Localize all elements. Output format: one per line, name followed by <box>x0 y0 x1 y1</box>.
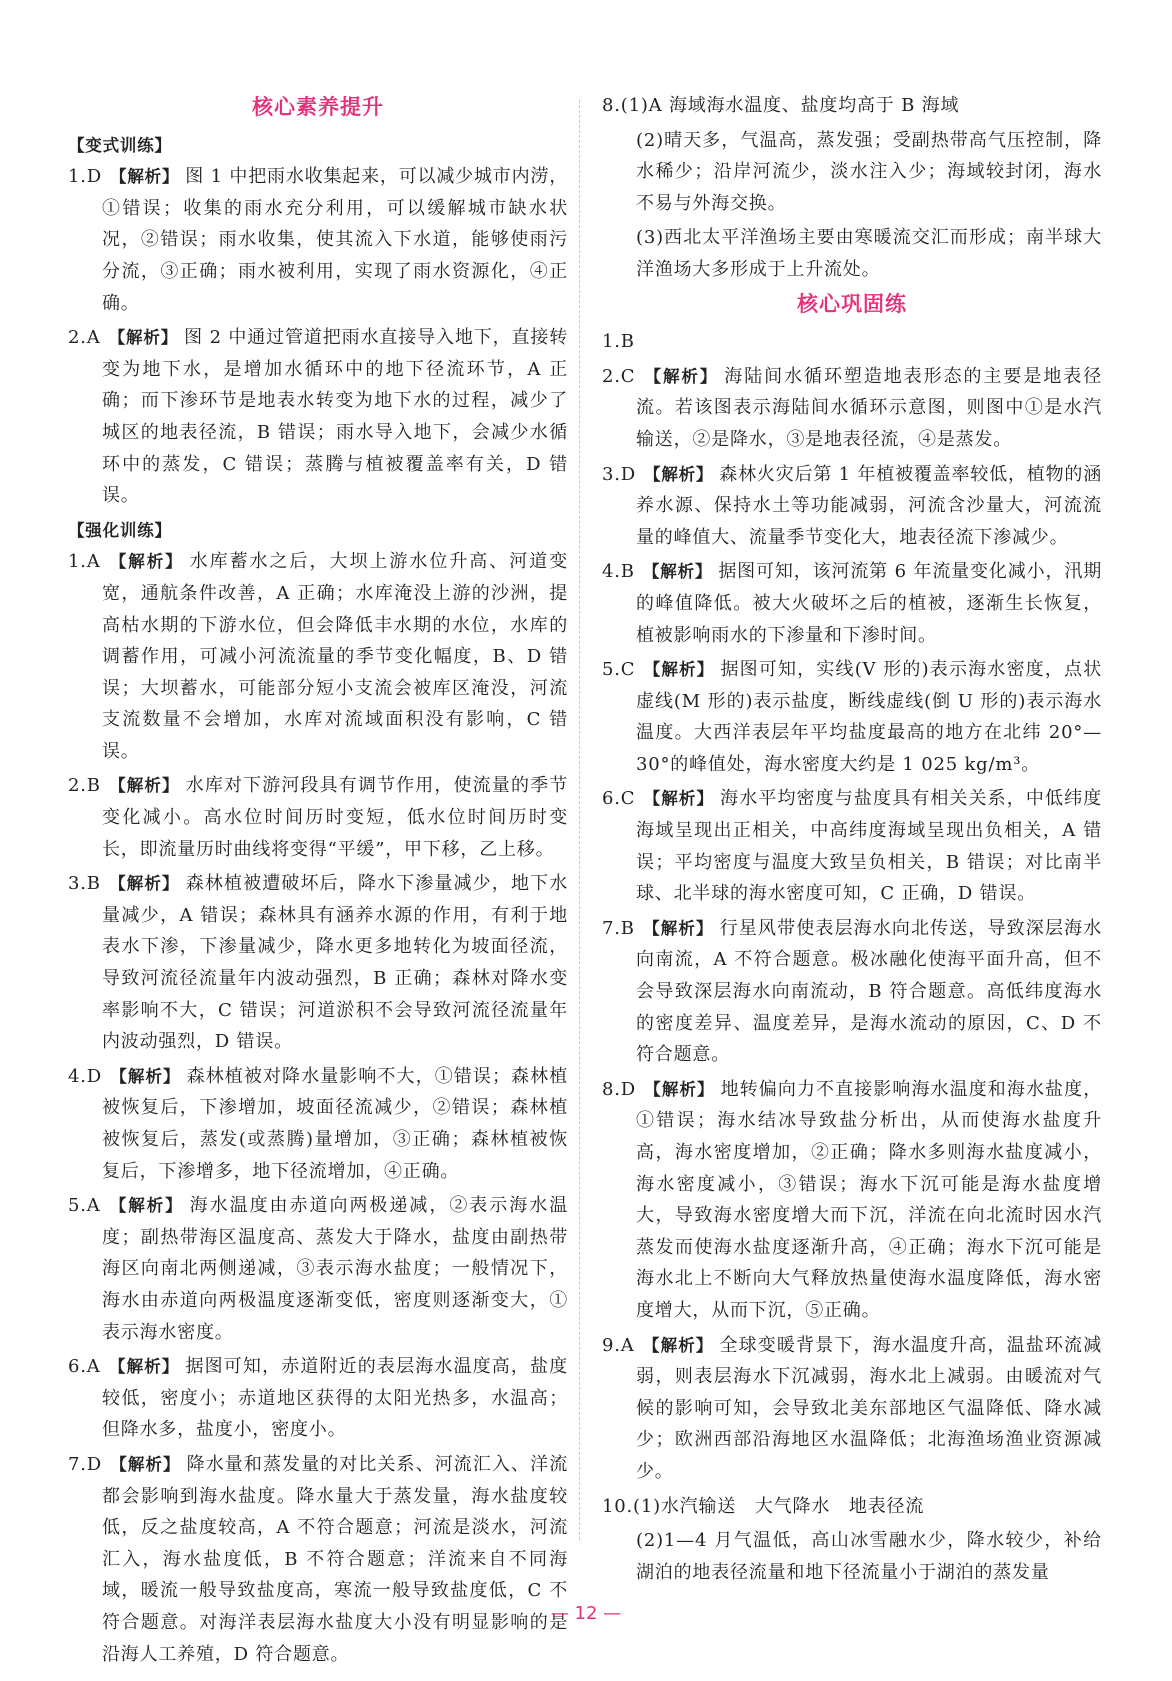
answer-item <box>68 322 568 512</box>
analysis-tag: 【解析】 <box>643 789 715 809</box>
analysis-tag: 【解析】 <box>643 660 715 680</box>
answer-item <box>602 783 1102 909</box>
analysis-tag: 【解析】 <box>110 167 180 187</box>
answer-choice: 5.C <box>602 659 636 681</box>
answer-item <box>68 161 568 319</box>
answer-8-part-1: 8.(1)A 海域海水温度、盐度均高于 B 海域 <box>602 95 960 116</box>
analysis-tag: 【解析】 <box>108 874 180 894</box>
answer-item <box>602 1330 1102 1488</box>
column-divider <box>579 100 580 1540</box>
answer-item <box>68 868 568 1058</box>
answer-item <box>68 546 568 767</box>
answer-choice: 9.A <box>602 1334 635 1356</box>
analysis-tag: 【解析】 <box>644 464 714 484</box>
right-column <box>602 90 1102 1591</box>
answer-item <box>68 1351 568 1446</box>
answer-choice: 1.B <box>602 331 635 353</box>
analysis-tag: 【解析】 <box>108 1357 180 1377</box>
answer-choice: 6.C <box>602 788 636 810</box>
answer-choice: 2.C <box>602 365 636 387</box>
analysis-text: 据图可知，实线(V 形的)表示海水密度，点状虚线(M 形的)表示盐度，断线虚线(倒 U 形的)表示海水温度。大西洋表层年平均盐度最高的地方在北纬 20°—30°的峰值处，海水密度大约是 1 025 kg/m³。 <box>636 659 1102 775</box>
strengthen-answer-list <box>68 546 568 1670</box>
answer-item <box>602 556 1102 651</box>
section-title-core-consolidation: 核心巩固练 <box>797 291 907 316</box>
answer-choice: 2.A <box>68 327 101 349</box>
answer-item <box>68 770 568 865</box>
analysis-text: 森林植被遭破坏后，降水下渗量减少，地下水量减少，A 错误；森林具有涵养水源的作用，有利于地表水下渗，下渗量减少，降水更多地转化为坡面径流，导致河流径流量年内波动强烈，B 正确；森林对降水变率影响不大，C 错误；河道淤积不会导致河流径流量年内波动强烈，D 错误。 <box>102 873 569 1053</box>
analysis-text: 据图可知，该河流第 6 年流量变化减小，汛期的峰值降低。被大火破坏之后的植被，逐渐生长恢复，植被影响雨水的下渗量和下渗时间。 <box>636 561 1102 646</box>
answer-10-part-1: 10.(1)水汽输送 大气降水 地表径流 <box>602 1495 925 1517</box>
analysis-text: 森林植被对降水量影响不大，①错误；森林植被恢复后，下渗增加，坡面径流减少，②错误；森林植被恢复后，蒸发(或蒸腾)量增加，③正确；森林植被恢复后，下渗增多，地下径流增加，④正确。 <box>102 1065 569 1182</box>
analysis-tag: 【解析】 <box>108 552 184 572</box>
answer-choice: 4.B <box>602 561 635 583</box>
section-title-core-literacy: 核心素养提升 <box>252 95 384 119</box>
analysis-tag: 【解析】 <box>108 1196 184 1216</box>
answer-choice: 1.A <box>68 551 101 573</box>
analysis-text: 图 2 中通过管道把雨水直接导入地下，直接转变为地下水，是增加水循环中的地下径流环节，A 正确；而下渗环节是地表水转变为地下水的过程，减少了城区的地表径流，B 错误；雨水导入地下，会减少水循环中的蒸发，C 错误；蒸腾与植被覆盖率有关，D 错误。 <box>102 327 568 507</box>
analysis-text: 海水温度由赤道向两极递减，②表示海水温度；副热带海区温度高、蒸发大于降水，盐度由副热带海区向南北两侧递减，③表示海水盐度；一般情况下，海水由赤道向两极温度逐渐变低，密度则逐渐变大，①表示海水密度。 <box>102 1195 568 1343</box>
answer-item <box>602 1074 1102 1327</box>
analysis-text: 森林火灾后第 1 年植被覆盖率较低，植物的涵养水源、保持水土等功能减弱，河流含沙量大，河流流量的峰值大、流量季节变化大，地表径流下渗减少。 <box>636 463 1102 548</box>
page-number: — 12 — <box>550 1603 622 1624</box>
answer-choice: 4.D <box>68 1065 103 1087</box>
analysis-text: 据图可知，赤道附近的表层海水温度高，盐度较低，密度小；赤道地区获得的太阳光热多，水温高；但降水多，盐度小，密度小。 <box>102 1356 569 1441</box>
answer-8-part-2: (2)晴天多，气温高，蒸发强；受副热带高气压控制，降水稀少；沿岸河流少，淡水注入少；海域较封闭，海水不易与外海交换。 <box>636 129 1102 214</box>
answer-item <box>602 326 1102 358</box>
analysis-text: 地转偏向力不直接影响海水温度和海水盐度，①错误；海水结冰导致盐分析出，从而使海水盐度升高，海水密度增加，②正确；降水多则海水盐度减小，海水密度减小，③错误；海水下沉可能是海水盐度增大，导致海水密度增大而下沉，洋流在向北流时因水汽蒸发而使海水盐度逐渐升高，④正确；海水下沉可能是海水北上不断向大气释放热量使海水温度降低，海水密度增大，从而下沉，⑤正确。 <box>636 1078 1103 1321</box>
answer-choice: 3.D <box>602 463 637 485</box>
analysis-text: 水库对下游河段具有调节作用，使流量的季节变化减小。高水位时间历时变短，低水位时间历时变长，即流量历时曲线将变得“平缓”，甲下移，乙上移。 <box>102 775 569 860</box>
answer-item <box>68 1061 568 1187</box>
left-column <box>68 90 568 1673</box>
consolidation-answer-list <box>602 326 1102 1487</box>
analysis-tag: 【解析】 <box>642 1335 714 1355</box>
analysis-tag: 【解析】 <box>642 562 713 582</box>
answer-choice: 3.B <box>68 873 101 895</box>
answer-item <box>602 459 1102 554</box>
analysis-tag: 【解析】 <box>643 366 719 386</box>
answer-8-part-3: (3)西北太平洋渔场主要由寒暖流交汇而形成；南半球大洋渔场大多形成于上升流处。 <box>636 227 1102 280</box>
analysis-tag: 【解析】 <box>110 1454 181 1474</box>
subsection-variant-training: 【变式训练】 <box>68 135 172 155</box>
answer-item <box>68 1449 568 1670</box>
variant-answer-list <box>68 161 568 512</box>
answer-item <box>68 1190 568 1348</box>
answer-choice: 6.A <box>68 1356 101 1378</box>
answer-choice: 2.B <box>68 775 101 797</box>
answer-item <box>602 654 1102 780</box>
analysis-tag: 【解析】 <box>108 776 180 796</box>
analysis-text: 降水量和蒸发量的对比关系、河流汇入、洋流都会影响到海水盐度。降水量大于蒸发量，海水盐度较低，反之盐度较高，A 不符合题意；河流是淡水，河流汇入，海水盐度低，B 不符合题意；洋流来自不同海域，暖流一般导致盐度高，寒流一般导致盐度低，C 不符合题意。对海洋表层海水盐度大小没有明显影响的是沿海人工养殖，D 符合题意。 <box>102 1453 569 1665</box>
analysis-text: 海陆间水循环塑造地表形态的主要是地表径流。若该图表示海陆间水循环示意图，则图中①是水汽输送，②是降水，③是地表径流，④是蒸发。 <box>636 365 1102 450</box>
subsection-strengthen-training: 【强化训练】 <box>68 520 172 540</box>
answer-10-part-2: (2)1—4 月气温低，高山冰雪融水少，降水较少，补给湖泊的地表径流量和地下径流量小于湖泊的蒸发量 <box>636 1530 1102 1583</box>
answer-item <box>602 913 1102 1071</box>
analysis-tag: 【解析】 <box>642 918 714 938</box>
analysis-text: 水库蓄水之后，大坝上游水位升高、河道变宽，通航条件改善，A 正确；水库淹没上游的沙洲，提高枯水期的下游水位，但会降低丰水期的水位，水库的调蓄作用，可减小河流流量的季节变化幅度，B、D 错误；大坝蓄水，可能部分短小支流会被库区淹没，河流支流数量不会增加，水库对流域面积没有影响，C 错误。 <box>102 551 568 762</box>
analysis-tag: 【解析】 <box>644 1079 715 1099</box>
answer-choice: 8.D <box>602 1078 637 1100</box>
answer-choice: 5.A <box>68 1195 101 1217</box>
answer-item <box>602 361 1102 456</box>
answer-choice: 7.B <box>602 917 635 939</box>
analysis-text: 海水平均密度与盐度具有相关关系，中低纬度海域呈现出正相关，中高纬度海域呈现出负相关，A 错误；平均密度与温度大致呈负相关，B 错误；对比南半球、北半球的海水密度可知，C 正确，D 错误。 <box>636 788 1102 905</box>
answer-choice: 1.D <box>68 166 103 188</box>
answer-choice: 7.D <box>68 1453 103 1475</box>
analysis-text: 全球变暖背景下，海水温度升高，温盐环流减弱，则表层海水下沉减弱，海水北上减弱。由暖流对气候的影响可知，会导致北美东部地区气温降低、降水减少；欧洲西部沿海地区水温降低；北海渔场渔业资源减少。 <box>636 1334 1103 1482</box>
analysis-text: 图 1 中把雨水收集起来，可以减少城市内涝，①错误；收集的雨水充分利用，可以缓解城市缺水状况，②错误；雨水收集，使其流入下水道，能够使雨污分流，③正确；雨水被利用，实现了雨水资源化，④正确。 <box>102 166 568 314</box>
analysis-text: 行星风带使表层海水向北传送，导致深层海水向南流，A 不符合题意。极冰融化使海平面升高，但不会导致深层海水向南流动，B 符合题意。高低纬度海水的密度差异、温度差异，是海水流动的原因，C、D 不符合题意。 <box>636 917 1103 1066</box>
analysis-tag: 【解析】 <box>110 1066 181 1086</box>
analysis-tag: 【解析】 <box>108 328 179 348</box>
